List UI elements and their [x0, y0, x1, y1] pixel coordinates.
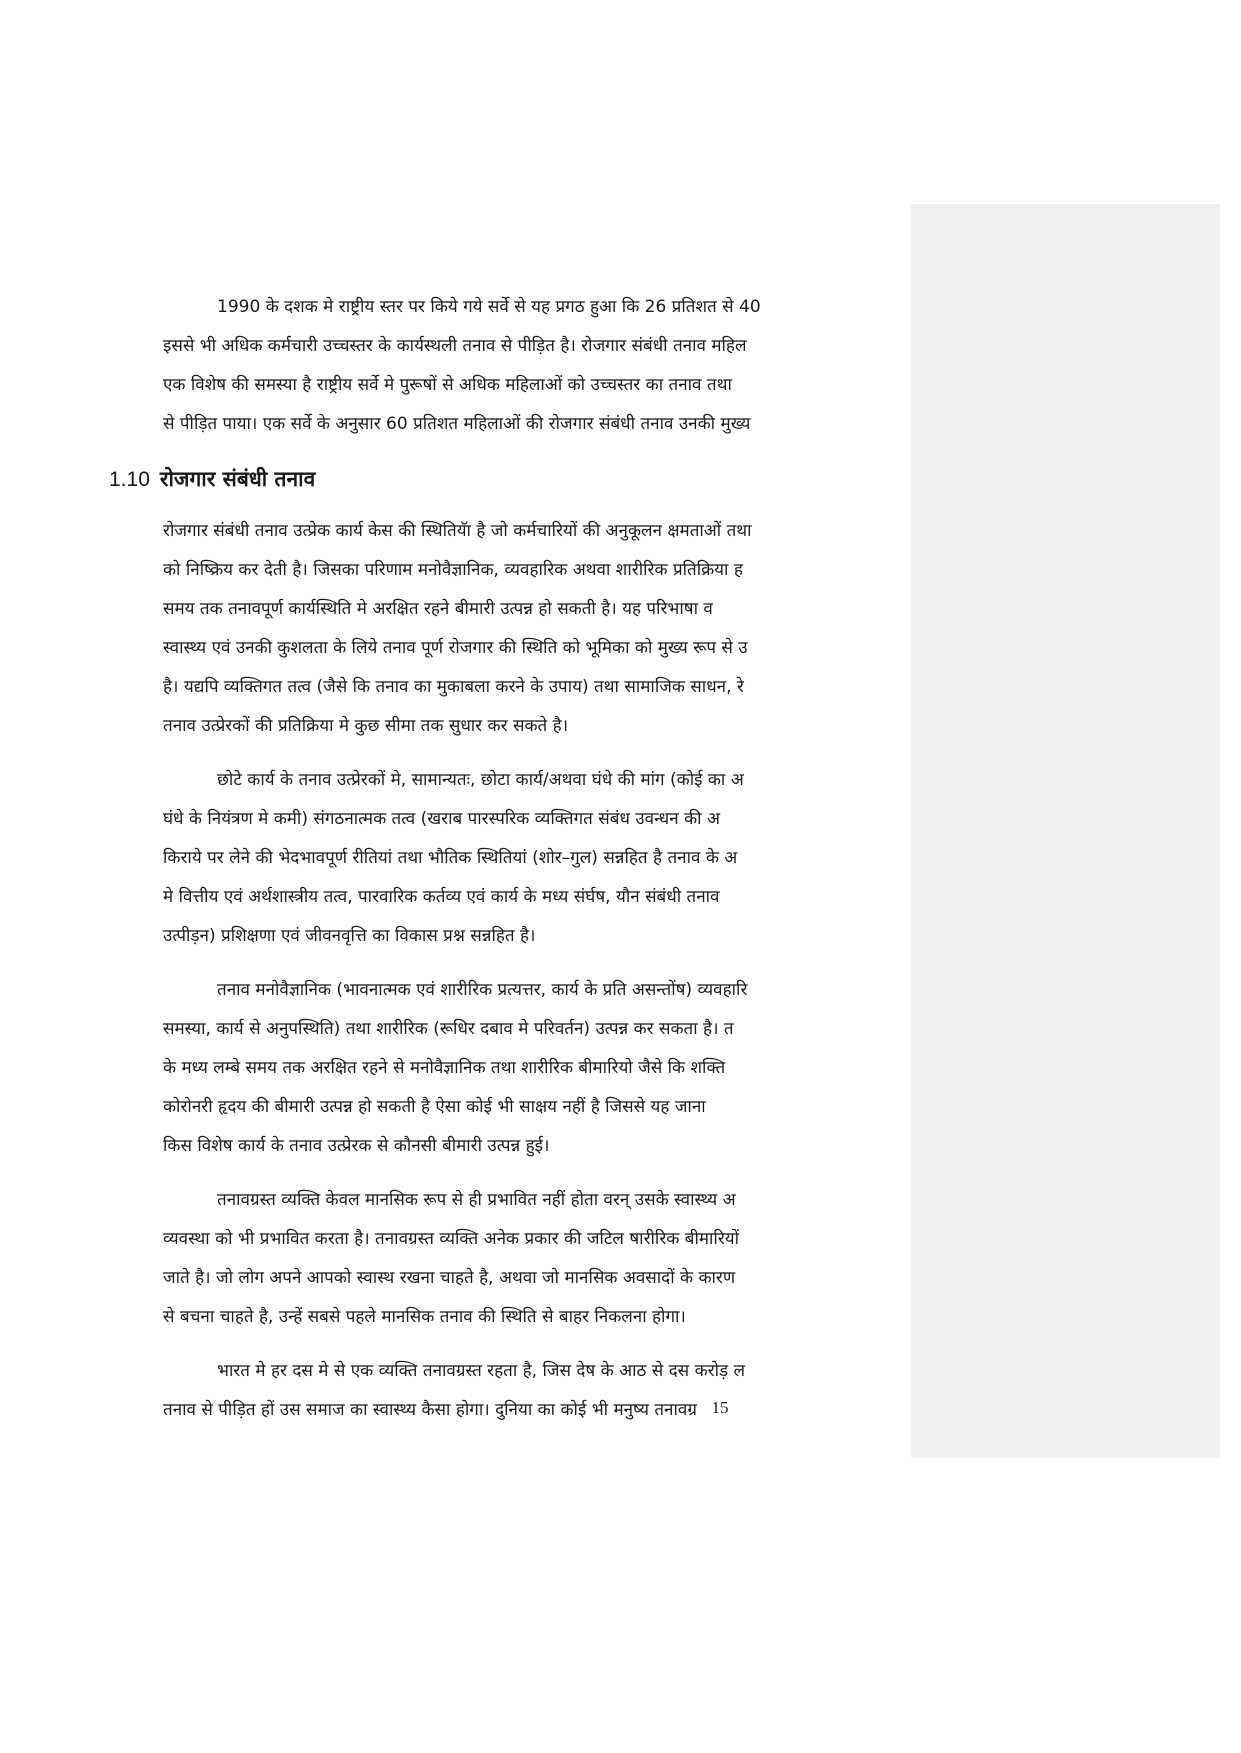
comment-margin-pane	[911, 204, 1220, 1458]
text-line: छोटे कार्य के तनाव उत्प्रेरकों मे, सामान्यतः, छोटा कार्य/अथवा घंधे की मांग (कोई का अ	[217, 770, 744, 790]
text-line: मे वित्तीय एवं अर्थशास्त्रीय तत्व, पारवारिक कर्तव्य एवं कार्य के मध्य संर्घष, यौन संबंधी तनाव	[163, 887, 720, 907]
text-line: तनाव उत्प्रेरकों की प्रतिक्रिया मे कुछ सीमा तक सुधार कर सकते है।	[163, 716, 569, 736]
text-line: रोजगार संबंधी तनाव उत्प्रेक कार्य केस की स्थितियॅा है जो कर्मचारियों की अनुकूलन क्षमताओं तथा	[163, 521, 752, 541]
intro-paragraph	[163, 288, 905, 444]
text-line: तनाव मनोवैज्ञानिक (भावनात्मक एवं शारीरिक प्रत्यत्तर, कार्य के प्रति असन्तोंष) व्यवहारि	[217, 980, 748, 1000]
page-number: 15	[711, 1398, 729, 1417]
text-line: जाते है। जो लोग अपने आपको स्वास्थ रखना चाहते है, अथवा जो मानसिक अवसादों के कारण	[163, 1268, 736, 1288]
text-line: एक विशेष की समस्या है राष्ट्रीय सर्वे मे पुरूषों से अधिक महिलाओं को उच्चस्तर का तनाव तथा	[163, 375, 732, 395]
text-line: घंधे के नियंत्रण मे कमी) संगठनात्मक तत्व (खराब पारस्परिक व्यक्तिगत संबंध उवन्धन की अ	[163, 809, 720, 829]
text-column	[109, 288, 905, 1438]
text-line: उत्पीड़न) प्रशिक्षणा एवं जीवनवृत्ति का विकास प्रश्न सन्नहित है।	[163, 926, 536, 946]
text-line: है। यद्यपि व्यक्तिगत तत्व (जैसे कि तनाव का मुकाबला करने के उपाय) तथा सामाजिक साधन, रे	[163, 677, 744, 697]
text-line: तनाव से पीड़ित हों उस समाज का स्वास्थ्य कैसा होगा। दुनिया का कोई भी मनुष्य तनावग्र	[163, 1400, 697, 1420]
body-paragraph	[163, 971, 905, 1166]
section-heading	[109, 459, 851, 500]
text-line: समस्या, कार्य से अनुपस्थिति) तथा शारीरिक (रूधिर दबाव मे परिवर्तन) उत्पन्न कर सकता है। त	[163, 1019, 734, 1039]
text-line: व्यवस्था को भी प्रभावित करता है। तनावग्रस्त व्यक्ति अनेक प्रकार की जटिल षारीरिक बीमारियों	[163, 1229, 740, 1249]
text-line: से पीड़ित पाया। एक सर्वे के अनुसार 60 प्रतिशत महिलाओं की रोजगार संबंधी तनाव उनकी मुख्य	[163, 414, 751, 434]
body-paragraph	[163, 1352, 905, 1430]
section-number: 1.10	[109, 468, 150, 491]
text-line: से बचना चाहते है, उन्हें सबसे पहले मानसिक तनाव की स्थिति से बाहर निकलना होगा।	[163, 1307, 686, 1327]
body-paragraph	[163, 1181, 905, 1337]
text-line: स्वास्थ्य एवं उनकी कुशलता के लिये तनाव पूर्ण रोजगार की स्थिति को भूमिका को मुख्य रूप से उ	[163, 638, 748, 658]
text-line: किस विशेष कार्य के तनाव उत्प्रेरक से कौनसी बीमारी उत्पन्न हुई।	[163, 1136, 550, 1156]
text-line: को निष्क्रिय कर देती है। जिसका परिणाम मनोवैज्ञानिक, व्यवहारिक अथवा शारीरिक प्रतिक्रिया ह	[163, 560, 743, 580]
text-line: भारत मे हर दस मे से एक व्यक्ति तनावग्रस्त रहता है, जिस देष के आठ से दस करोड़ ल	[217, 1361, 746, 1381]
text-line: के मध्य लम्बे समय तक अरक्षित रहने से मनोवैज्ञानिक तथा शारीरिक बीमारियो जैसे कि शक्ति	[163, 1058, 726, 1078]
text-line: इससे भी अधिक कर्मचारी उच्चस्तर के कार्यस्थली तनाव से पीड़ित है। रोजगार संबंधी तनाव महिल	[163, 336, 747, 356]
body-paragraph	[163, 512, 905, 746]
text-line: किराये पर लेने की भेदभावपूर्ण रीतियां तथा भौतिक स्थितियां (शोर–गुल) सन्नहित है तनाव के अ	[163, 848, 738, 868]
text-line: कोरोनरी हृदय की बीमारी उत्पन्न हो सकती है ऐसा कोई भी साक्षय नहीं है जिससे यह जाना	[163, 1097, 706, 1117]
text-line: समय तक तनावपूर्ण कार्यस्थिति मे अरक्षित रहने बीमारी उत्पन्न हो सकती है। यह परिभाषा व	[163, 599, 713, 619]
section-title: रोजगार संबंधी तनाव	[159, 467, 316, 491]
text-line: 1990 के दशक मे राष्ट्रीय स्तर पर किये गये सर्वे से यह प्रगठ हुआ कि 26 प्रतिशत से 40	[217, 297, 761, 317]
text-line: तनावग्रस्त व्यक्ति केवल मानसिक रूप से ही प्रभावित नहीं होता वरन् उसके स्वास्थ्य अ	[217, 1190, 736, 1210]
body-paragraph	[163, 761, 905, 956]
